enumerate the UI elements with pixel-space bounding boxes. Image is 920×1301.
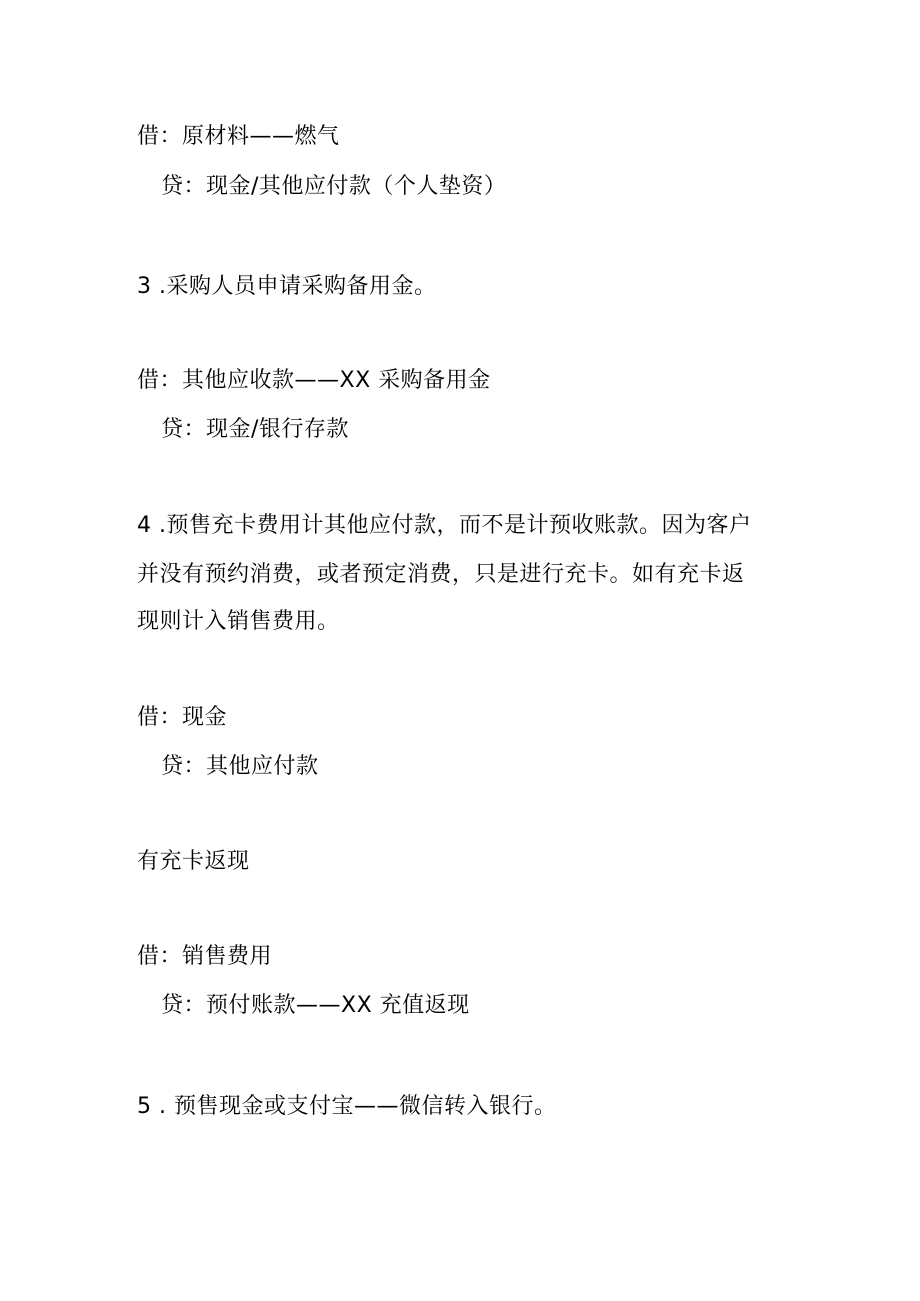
item-4-line-3: 现则计入销售费用。 — [137, 609, 340, 634]
entry-credit-prepaid-accounts: 贷：预付账款——XX 充值返现 — [161, 993, 470, 1018]
entry-debit-raw-materials: 借：原材料——燃气 — [137, 124, 340, 149]
item-3-heading: 3 .采购人员申请采购备用金。 — [137, 274, 437, 299]
entry-credit-other-payables: 贷：其他应付款 — [161, 754, 319, 779]
subheading-recharge-cashback: 有充卡返现 — [137, 849, 250, 874]
item-4-line-2: 并没有预约消费，或者预定消费，只是进行充卡。如有充卡返 — [137, 562, 745, 587]
entry-debit-other-receivables: 借：其他应收款——XX 采购备用金 — [137, 368, 491, 393]
item-4-line-1: 4 .预售充卡费用计其他应付款，而不是计预收账款。因为客户 — [137, 513, 752, 538]
entry-debit-sales-expense: 借：销售费用 — [137, 944, 273, 969]
entry-credit-cash-bank: 贷：现金/银行存款 — [161, 417, 349, 442]
item-5-heading: 5 . 预售现金或支付宝——微信转入银行。 — [137, 1094, 557, 1119]
entry-debit-cash: 借：现金 — [137, 705, 228, 730]
entry-credit-cash-payable: 贷：现金/其他应付款（个人垫资） — [161, 174, 507, 199]
